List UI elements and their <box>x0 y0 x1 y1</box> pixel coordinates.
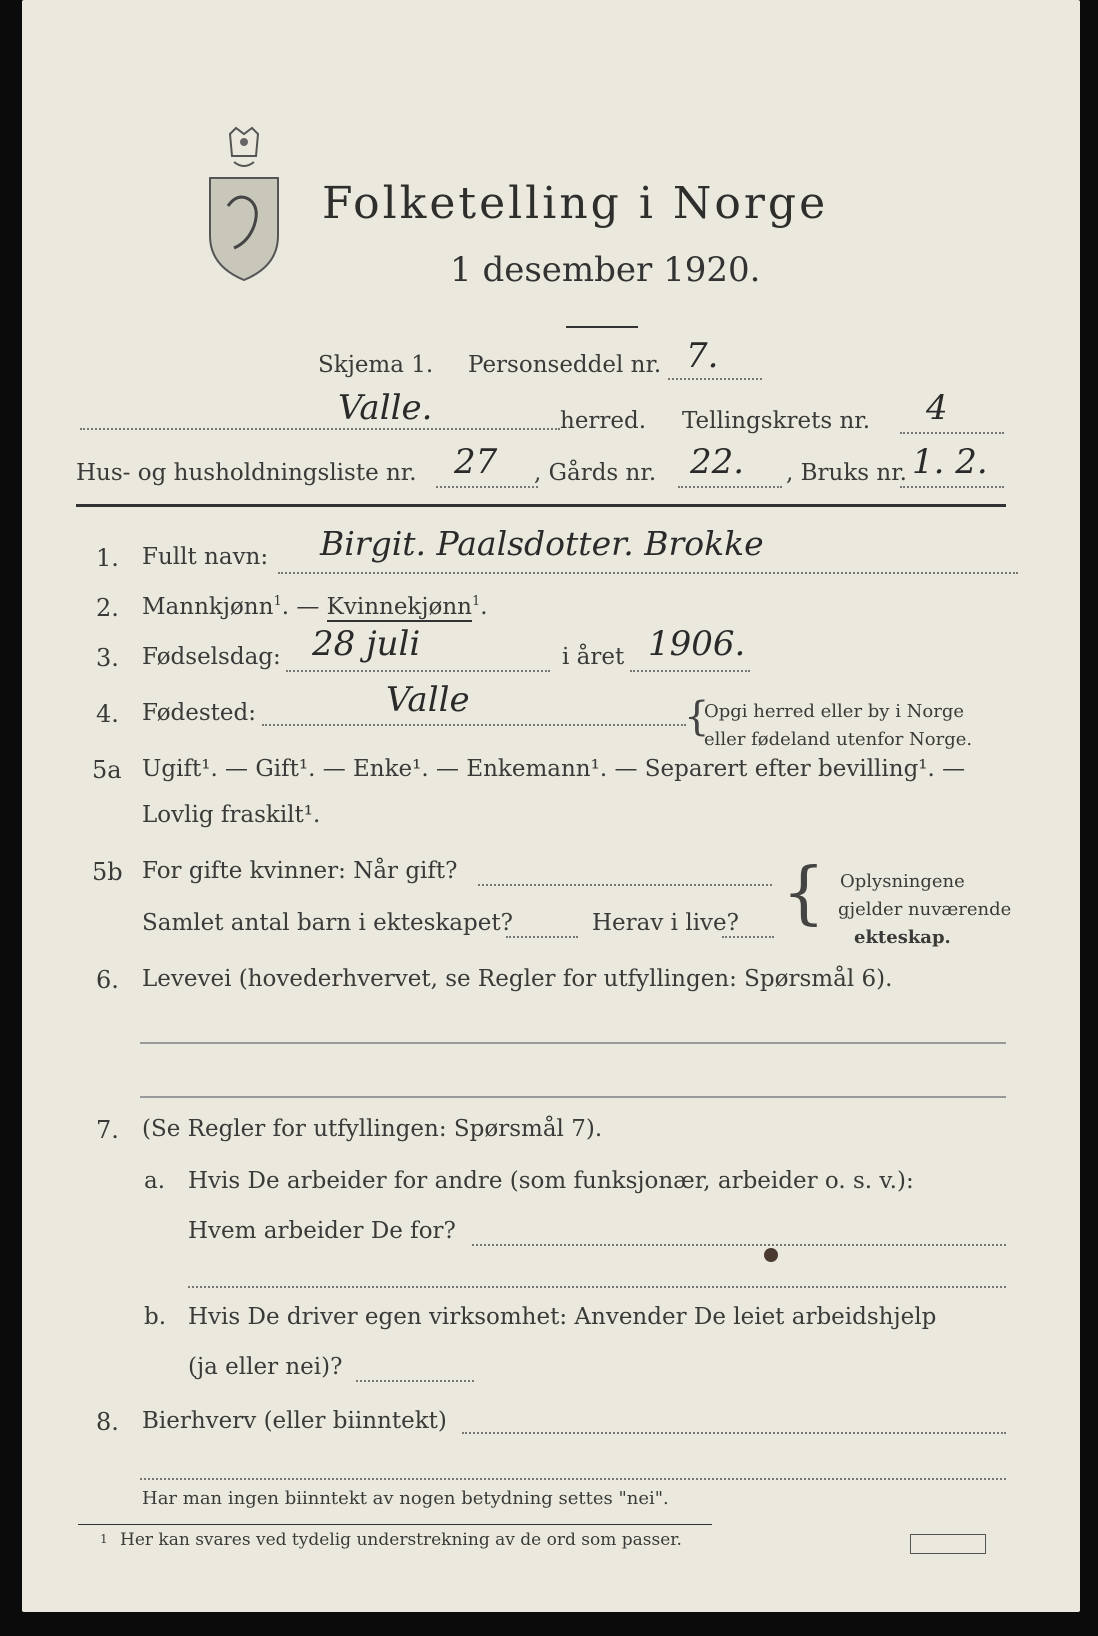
birthdate-value[interactable]: 28 juli <box>312 624 421 664</box>
mannkjonn-option[interactable]: Mannkjønn <box>142 594 274 620</box>
q7a-line2: Hvem arbeider De for? <box>188 1218 456 1244</box>
footnote-text: Her kan svares ved tydelig understrekning av de ord som passer. <box>120 1530 682 1550</box>
q7-text: (Se Regler for utfyllingen: Spørsmål 7). <box>142 1116 603 1142</box>
q1-number: 1. <box>96 544 119 572</box>
skjema-label: Skjema 1. <box>318 352 434 378</box>
kvinnekjonn-option[interactable]: Kvinnekjønn <box>326 594 472 620</box>
q1-label: Fullt navn: <box>142 544 269 570</box>
full-name-value[interactable]: Birgit. Paalsdotter. Brokke <box>320 524 764 563</box>
q8-text: Bierhverv (eller biinntekt) <box>142 1408 447 1434</box>
gards-label: , Gårds nr. <box>534 460 657 486</box>
q5b-children-count: Samlet antal barn i ekteskapet? <box>142 910 513 936</box>
hired-help-line[interactable] <box>356 1380 474 1382</box>
coat-of-arms-icon <box>200 126 288 284</box>
q2-number: 2. <box>96 594 119 622</box>
q4-number: 4. <box>96 700 119 728</box>
occupation-line-1[interactable] <box>140 1042 1006 1044</box>
side-income-line-2[interactable] <box>140 1478 1006 1480</box>
q7a-line1: Hvis De arbeider for andre (som funksjonær, arbeider o. s. v.): <box>188 1168 914 1194</box>
hus-label: Hus- og husholdningsliste nr. <box>76 460 417 486</box>
occupation-line-2[interactable] <box>140 1096 1006 1098</box>
tellingskrets-label: Tellingskrets nr. <box>682 408 871 434</box>
q7b-line2: (ja eller nei)? <box>188 1354 343 1380</box>
gards-value[interactable]: 22. <box>690 442 745 482</box>
q5b-note3: ekteskap. <box>854 927 951 948</box>
q5b-note2: gjelder nuværende <box>838 899 1012 920</box>
employer-line-2[interactable] <box>188 1286 1006 1288</box>
ink-spot <box>764 1248 778 1262</box>
birthplace-value[interactable]: Valle <box>386 680 470 720</box>
q4-note-line1: Opgi herred eller by i Norge <box>704 701 965 722</box>
tellingskrets-value[interactable]: 4 <box>926 388 948 428</box>
side-income-note: Har man ingen biinntekt av nogen betydning settes "nei". <box>142 1488 669 1509</box>
q8-number: 8. <box>96 1408 119 1436</box>
q5b-alive: Herav i live? <box>592 910 739 936</box>
q2-options[interactable]: Mannkjønn$^1$. — Kvinnekjønn$^1$. <box>142 594 488 620</box>
marital-status-divorced[interactable]: Lovlig fraskilt¹. <box>142 802 321 828</box>
personseddel-label: Personseddel nr. <box>468 352 662 378</box>
hus-value[interactable]: 27 <box>454 442 498 482</box>
q7b-line1: Hvis De driver egen virksomhet: Anvender De leiet arbeidshjelp <box>188 1304 937 1330</box>
census-form: Folketelling i Norge 1 desember 1920. Skjema 1. Personseddel nr. 7. Valle. herred. Tellingskrets nr. 4 Hus- og husholdningsliste nr. 27 , Gårds nr. 22. , Bruks nr. 1. 2. 1. Fullt navn: Birgit. Paalsdotter. Brokke 2. Mannkjønn$^1$. — Kvinnekjønn$^1$. 3. Fødselsdag: 28 juli i året 1906. 4. Fødested: Valle { Opgi herred eller by i Norge eller fødeland utenfor Norge. 5a Ugift¹. — Gift¹. — Enke¹. — Enkemann¹. — Separert efter bevilling¹. — Lovlig fraskilt¹. 5b For gifte kvinner: Når gift? Samlet antal barn i ekteskapet? Herav i live? { Oplysningene gjelder nuværende ekteskap. 6. Levevei (hovederhvervet, se Regler for utfyllingen: Spørsmål 6). 7. (Se Regler for utfyllingen: Spørsmål 7). a. Hvis De arbeider for andre (som funksjonær, arbeider o. s. v.): Hvem arbeider De for? b. Hvis De driver egen virksomhet: Anvender De leiet arbeidshjelp (ja eller nei)? 8. Bierhverv (eller biinntekt) Har man ingen biinntekt av nogen betydning settes "nei". 1 Her kan svares ved tydelig understrekning av de ord som passer. <box>22 0 1080 1612</box>
employer-line-1[interactable] <box>472 1244 1006 1246</box>
herred-label: herred. <box>560 408 647 434</box>
q3-year-label: i året <box>562 644 625 670</box>
q6-number: 6. <box>96 966 119 994</box>
marital-status-options[interactable]: Ugift¹. — Gift¹. — Enke¹. — Enkemann¹. — Separert efter bevilling¹. — <box>142 756 966 782</box>
q5b-note1: Oplysningene <box>840 871 965 892</box>
q5a-number: 5a <box>92 756 122 784</box>
q4-note-line2: eller fødeland utenfor Norge. <box>704 729 973 750</box>
footnote-rule <box>78 1524 712 1525</box>
q4-label: Fødested: <box>142 700 257 726</box>
title-divider <box>566 326 638 328</box>
side-income-line-1[interactable] <box>462 1432 1006 1434</box>
personseddel-value[interactable]: 7. <box>686 336 719 376</box>
bruks-value[interactable]: 1. 2. <box>912 442 988 482</box>
bruks-label: , Bruks nr. <box>786 460 907 486</box>
q3-label: Fødselsdag: <box>142 644 281 670</box>
form-title: Folketelling i Norge <box>322 178 829 229</box>
q7a-label: a. <box>144 1168 166 1194</box>
birthyear-value[interactable]: 1906. <box>648 624 746 664</box>
footnote-mark: 1 <box>100 1532 108 1546</box>
printer-stamp-icon <box>910 1534 986 1554</box>
q5b-married-when: For gifte kvinner: Når gift? <box>142 858 458 884</box>
header-rule <box>76 504 1006 507</box>
q6-text: Levevei (hovederhvervet, se Regler for utfyllingen: Spørsmål 6). <box>142 966 893 992</box>
form-date: 1 desember 1920. <box>450 250 761 290</box>
q3-number: 3. <box>96 644 119 672</box>
q5b-number: 5b <box>92 858 123 886</box>
q7b-label: b. <box>144 1304 167 1330</box>
q7-number: 7. <box>96 1116 119 1144</box>
herred-value[interactable]: Valle. <box>338 388 433 428</box>
